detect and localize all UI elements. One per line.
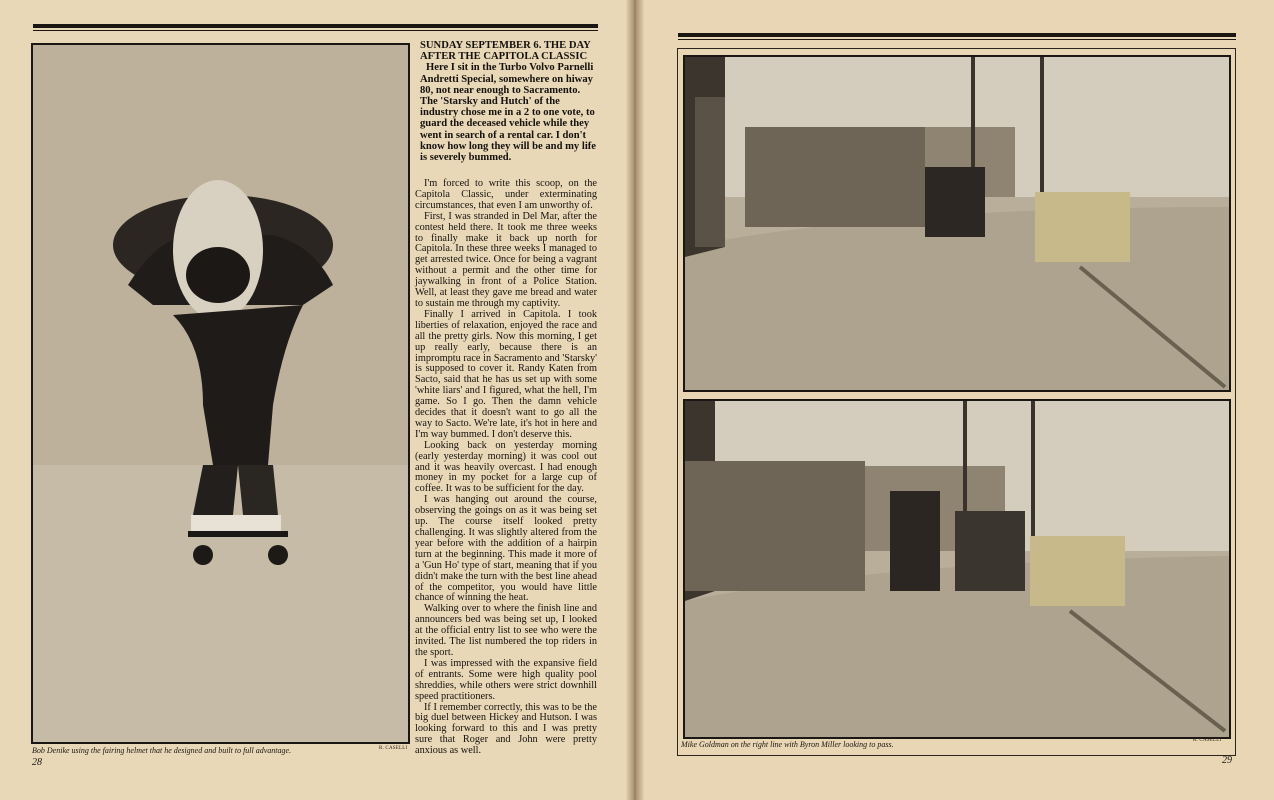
photo-credit: R. CASELLI xyxy=(379,746,408,751)
article-body xyxy=(415,179,597,757)
top-rule-right xyxy=(678,33,1236,37)
page-gutter xyxy=(626,0,644,800)
body-paragraph: Finally I arrived in Capitola. I took liberties of relaxation, enjoyed the race and all the pretty girls. Now this morning, I get up really early, because there is an impromptu race in Sacramento and 'Starsky' is supposed to cover it. Randy Katen from Sacto, said that he has us set up with some 'white liars' and I figured, what the hell, I'm game. So I go. Then the damn vehicle decides that it doesn't want to go all the way to Sacto. We're late, it's hot in here and I'm way bummed. I don't deserve this. xyxy=(415,308,597,440)
photo-caption-right: Mike Goldman on the right line with Byron Miller looking to pass. xyxy=(681,740,894,749)
skater-photo xyxy=(31,43,410,744)
photo-caption: Bob Denike using the fairing helmet that he designed and built to full advantage. xyxy=(32,746,292,755)
top-rule-thin xyxy=(33,30,598,31)
page-number: 28 xyxy=(32,757,42,768)
body-paragraph: I was hanging out around the course, observing the goings on as it was being set up. The course itself looked pretty challenging. It was slightly altered from the year before with the addition of a hairpin turn at the beginning. This made it more of a 'Gun Ho' type of start, meaning that if you didn't make the turn with the best line ahead of the competitor, you would have little chance of winning the heat. xyxy=(415,494,598,604)
body-paragraph: I'm forced to write this scoop, on the Capitola Classic, under exterminating circumstances, that even I am unworthy of. xyxy=(415,178,597,211)
body-paragraph: I was impressed with the expansive field of entrants. Some were high quality pool shreddies, while others were strict downhill speed practitioners. xyxy=(415,657,597,702)
body-paragraph: First, I was stranded in Del Mar, after the contest held there. It took me three weeks to finally make it back up north for Capitola. In these three weeks I managed to get arrested twice. Once for being a vagrant without a permit and the other time for jaywalking in front of a Police Station. Well, at least they gave me bread and water to sustain me through my captivity. xyxy=(415,210,597,309)
body-paragraph: Looking back on yesterday morning (early yesterday morning) it was cool out and it was heavily overcast. I had enough money in my pocket for a large cup of coffee. It was to be sufficient for the day. xyxy=(415,439,597,495)
left-page xyxy=(0,0,632,800)
page-number-right: 29 xyxy=(1222,755,1232,766)
photo-credit-right: R. CASELLI xyxy=(1193,738,1222,743)
article-headline: SUNDAY SEPTEMBER 6. THE DAY AFTER THE CAPITOLA CLASSIC xyxy=(420,40,591,63)
body-paragraph: Walking over to where the finish line and announcers bed was being set up, I looked at the official entry list to see who were the invited. The list numbered the top riders in the sport. xyxy=(415,603,597,658)
top-rule-right-thin xyxy=(678,39,1236,40)
race-photo-bottom xyxy=(683,399,1231,739)
race-photo-top xyxy=(683,55,1231,392)
body-paragraph: If I remember correctly, this was to be the big duel between Hickey and Hutson. I was looking forward to this and I was pretty sure that Roger and John were pretty anxious as well. xyxy=(415,701,597,757)
article-intro xyxy=(420,40,598,163)
intro-paragraph: Here I sit in the Turbo Volvo Parnelli Andretti Special, somewhere on hiway 80, not near enough to Sacramento. The 'Starsky and Hutch' of the industry chose me in a 2 to one vote, to guard the deceased vehicle while they went in search of a rental car. I don't know how long they will be and my life is severely bummed. xyxy=(420,62,596,164)
top-rule xyxy=(33,24,598,28)
